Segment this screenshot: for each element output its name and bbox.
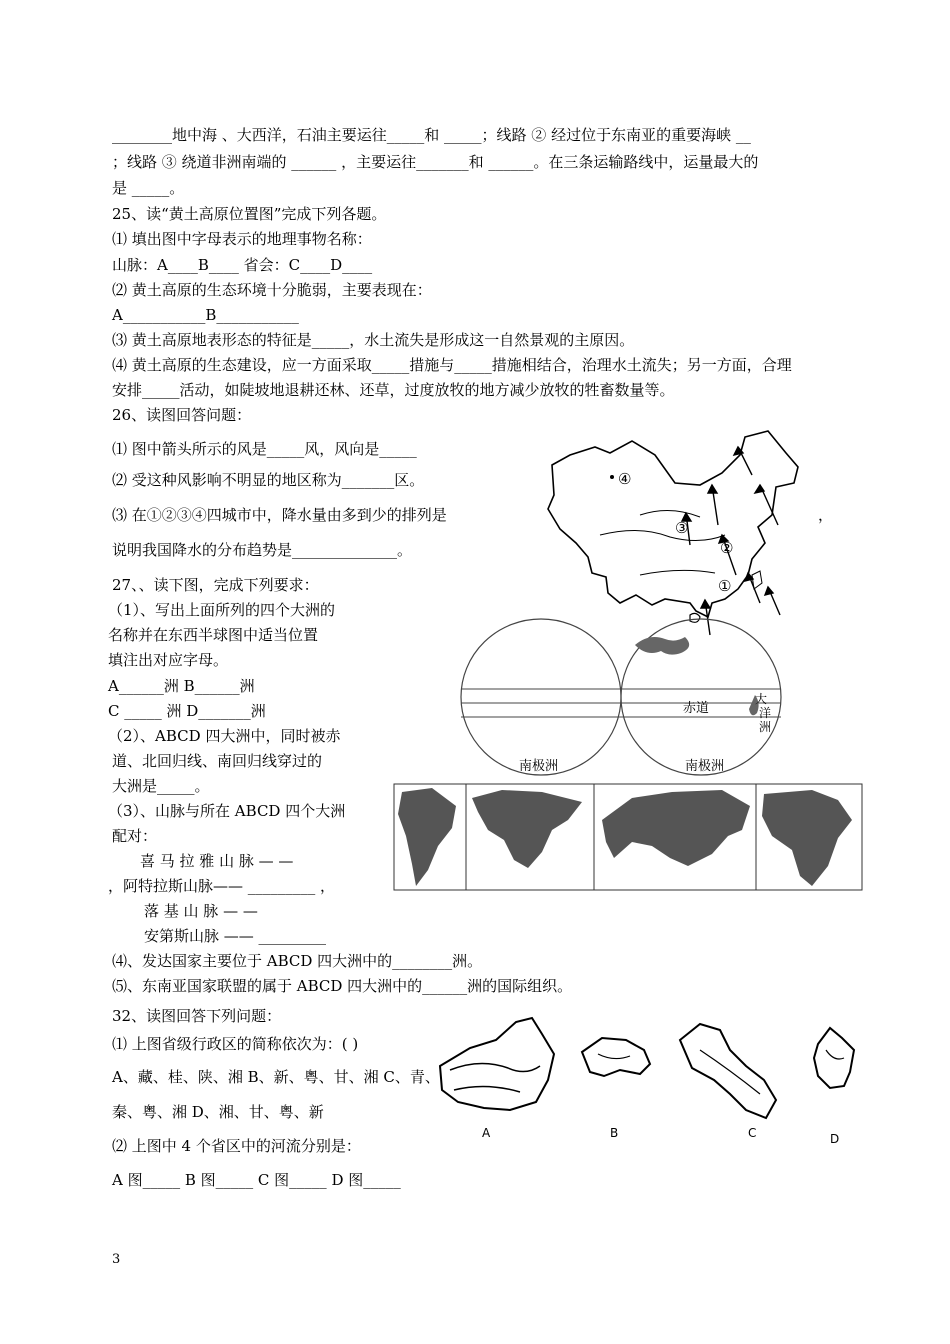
mountain-pair-line: 喜 马 拉 雅 山 脉 — — <box>140 852 294 870</box>
question-26-3-cont: 说明我国降水的分布趋势是______________。 <box>112 541 413 559</box>
question-32-title: 32、读图回答下列问题： <box>112 1007 282 1025</box>
ocean-label: 大 <box>755 692 768 706</box>
question-26-3-comma: ， <box>818 506 834 524</box>
north-america-shape <box>472 790 582 868</box>
question-27-5: ⑸、东南亚国家联盟的属于 ABCD 四大洲中的______洲的国际组织。 <box>112 977 573 995</box>
question-27-2: 大洲是_____。 <box>112 777 210 795</box>
china-monsoon-map <box>540 425 810 640</box>
text-line: 是 _____。 <box>112 179 185 197</box>
question-32-2: ⑵ 上图中 4 个省区中的河流分别是： <box>112 1137 361 1155</box>
question-27-1: （1）、写出上面所列的四个大洲的 <box>108 601 336 619</box>
question-27-cd-blanks: C _____ 洲 D_______洲 <box>108 702 266 720</box>
city-label-2: ② <box>720 539 734 557</box>
map-label-d: D <box>830 1132 840 1146</box>
antarctica-label: 南极洲 <box>519 759 559 774</box>
question-27-3: （3）、山脉与所在 ABCD 四个大洲 <box>108 802 346 820</box>
question-27-ab-blanks: A______洲 B______洲 <box>108 677 255 695</box>
city-label-1: ① <box>718 577 732 595</box>
question-25-2: ⑵ 黄土高原的生态环境十分脆弱，主要表现在： <box>112 281 432 299</box>
question-26-3: ⑶ 在①②③④四城市中，降水量由多到少的排列是 <box>112 506 447 524</box>
question-26-title: 26、读图回答问题： <box>112 406 252 424</box>
asia-shape <box>602 790 750 866</box>
africa-shape <box>762 790 852 886</box>
question-26-2: ⑵ 受这种风影响不明显的地区称为_______区。 <box>112 471 425 489</box>
question-25-4: ⑷ 黄土高原的生态建设，应一方面采取_____措施与_____措施相结合，治理水土流失；另一方面，合理 <box>112 356 792 374</box>
question-25-1-blanks: 山脉：A____B____ 省会：C____D____ <box>112 256 373 274</box>
question-25-title: 25、读“黄土高原位置图”完成下列各题。 <box>112 205 387 223</box>
question-27-1: 填注出对应字母。 <box>108 651 229 669</box>
continent-silhouettes <box>392 780 866 895</box>
ocean-label: 洋 <box>759 706 772 720</box>
page-number: 3 <box>112 1252 121 1267</box>
city-label-3: ③ <box>675 519 689 537</box>
antarctica-label: 南极洲 <box>685 759 725 774</box>
question-26-1: ⑴ 图中箭头所示的风是_____风，风向是_____ <box>112 440 417 458</box>
mountain-pair-line: ，阿特拉斯山脉—— _________ ， <box>108 877 336 895</box>
mountain-pair-line: 安第斯山脉 —— _________ <box>144 927 327 945</box>
south-america-shape <box>398 788 456 886</box>
question-25-4-cont: 安排_____活动，如陡坡地退耕还林、还草，过度放牧的地方减少放牧的牲畜数量等。 <box>112 381 675 399</box>
equator-label: 赤道 <box>683 701 710 716</box>
city-label-4: ④ <box>618 470 632 488</box>
question-27-2: （2）、ABCD 四大洲中，同时被赤 <box>108 727 341 745</box>
text-line: ；线路 ③ 绕道非洲南端的 ______ ，主要运往_______和 ______。在三条运输路线中，运量最大的 <box>112 153 759 171</box>
map-label-c: C <box>748 1126 757 1140</box>
hemisphere-map <box>455 615 785 777</box>
map-label-a: A <box>482 1126 491 1140</box>
question-27-4: ⑷、发达国家主要位于 ABCD 四大洲中的________洲。 <box>112 952 483 970</box>
question-32-2-blanks: A 图_____ B 图_____ C 图_____ D 图_____ <box>112 1171 401 1189</box>
mountain-pair-line: 落 基 山 脉 — — <box>144 902 258 920</box>
text-line: ________地中海 、大西洋，石油主要运往_____和 _____；线路 ② 经过位于东南亚的重要海峡 __ <box>112 126 751 144</box>
question-32-1-options: 秦、粤、湘 D、湘、甘、粤、新 <box>112 1103 324 1121</box>
question-27-1: 名称并在东西半球图中适当位置 <box>108 626 319 644</box>
province-outline-maps <box>430 1010 860 1150</box>
question-27-title: 27、、读下图，完成下列要求： <box>112 576 319 594</box>
question-25-2-blanks: A___________B___________ <box>112 306 299 324</box>
question-25-1: ⑴ 填出图中字母表示的地理事物名称： <box>112 230 372 248</box>
question-32-1-options: A、藏、桂、陕、湘 B、新、粤、甘、湘 C、青、 <box>112 1068 440 1086</box>
question-27-3: 配对： <box>112 827 158 845</box>
question-32-1: ⑴ 上图省级行政区的简称依次为：( ) <box>112 1035 359 1053</box>
map-label-b: B <box>610 1126 619 1140</box>
question-27-2: 道、北回归线、南回归线穿过的 <box>112 752 323 770</box>
ocean-label: 洲 <box>759 720 772 734</box>
question-25-3: ⑶ 黄土高原地表形态的特征是_____，水土流失是形成这一自然景观的主原因。 <box>112 331 635 349</box>
